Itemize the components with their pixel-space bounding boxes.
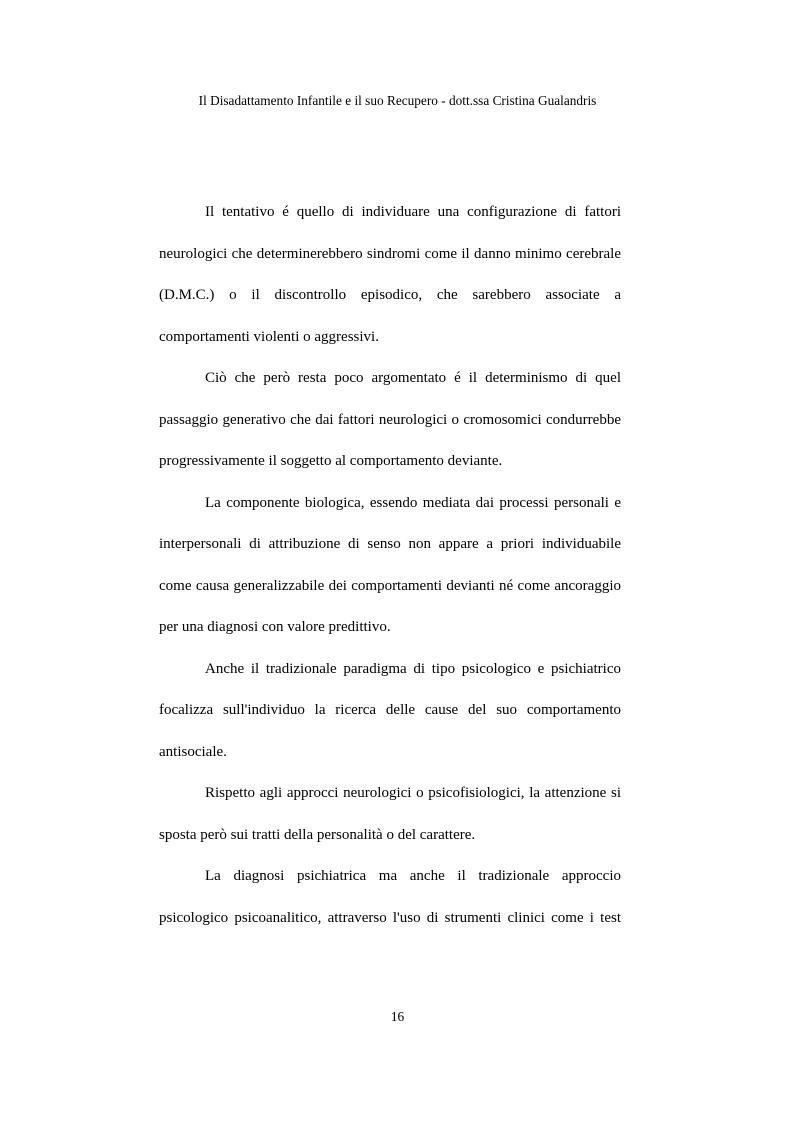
paragraph: Rispetto agli approcci neurologici o psicofisiologici, la attenzione si sposta però sui tratti della personalità o del carattere. [159,785,621,843]
paragraph: Anche il tradizionale paradigma di tipo psicologico e psichiatrico focalizza sull'individuo la ricerca delle cause del suo comportamento antisociale. [159,660,621,760]
running-header: Il Disadattamento Infantile e il suo Recupero - dott.ssa Cristina Gualandris [198,93,597,108]
paragraph: La componente biologica, essendo mediata dai processi personali e interpersonali di attribuzione di senso non appare a priori individuabile come causa generalizzabile dei comportamenti devianti né come ancoraggio per una diagnosi con valore predittivo. [159,494,621,635]
paragraph: Ciò che però resta poco argomentato é il determinismo di quel passaggio generativo che dai fattori neurologici o cromosomici condurrebbe progressivamente il soggetto al comportamento deviante. [159,370,621,469]
paragraph: Il tentativo é quello di individuare una configurazione di fattori neurologici che determinerebbero sindromi come il danno minimo cerebrale (D.M.C.) o il discontrollo episodico, che sarebbero associate a comportamenti violenti o aggressivi. [159,204,621,345]
paragraph: La diagnosi psichiatrica ma anche il tradizionale approccio psicologico psicoanalitico, attraverso l'uso di strumenti clinici come i test [159,868,621,926]
page-number: 16 [390,1009,405,1024]
body-text [159,192,621,939]
